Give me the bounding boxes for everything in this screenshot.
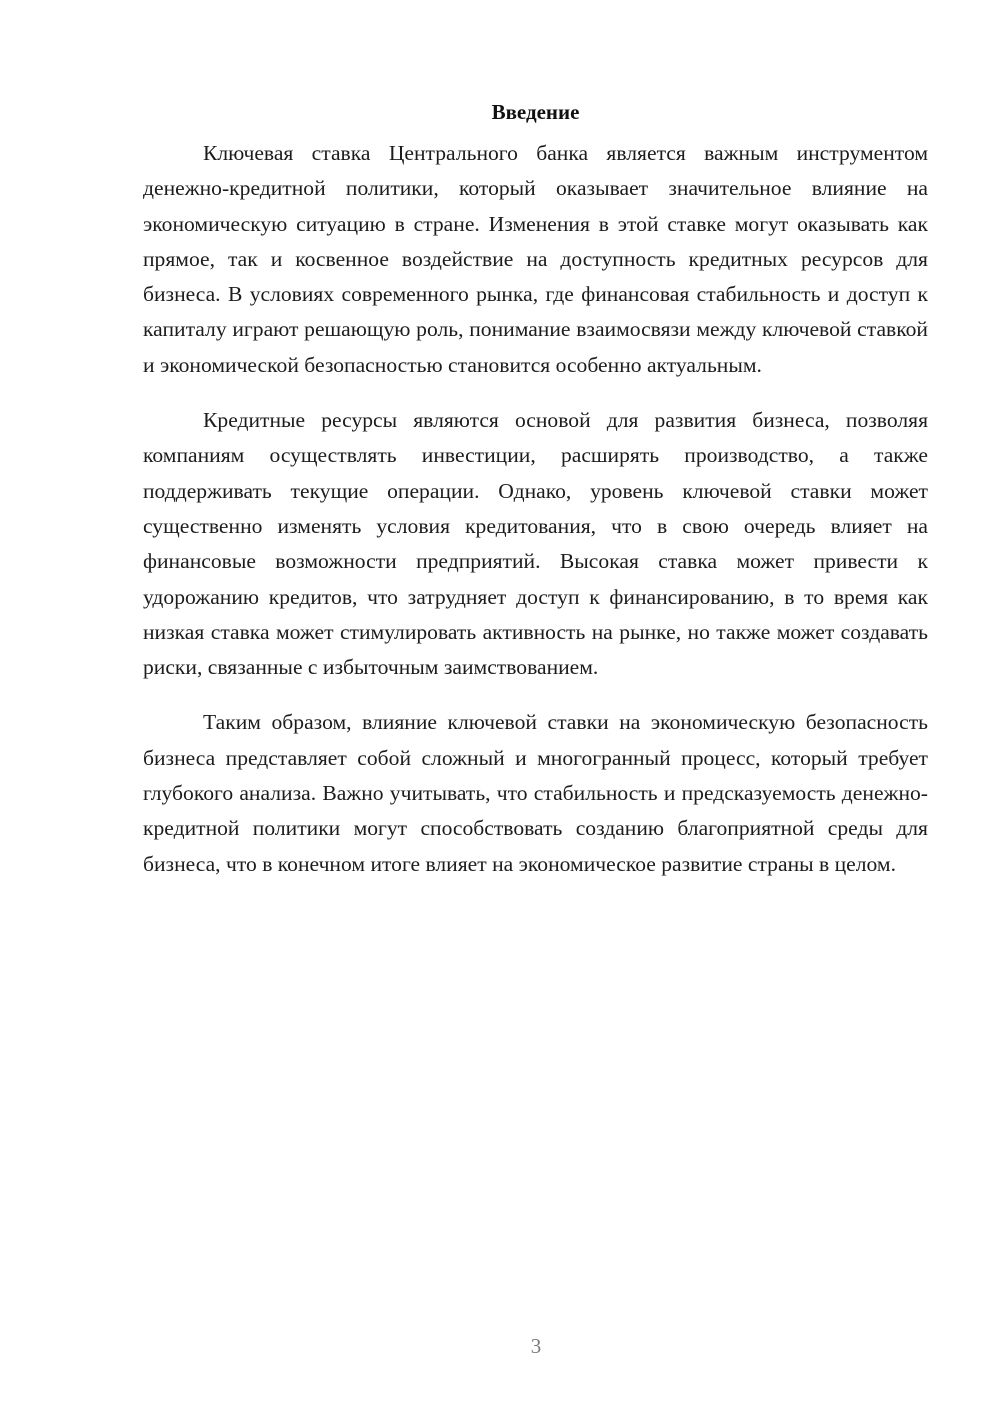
paragraph-2: Кредитные ресурсы являются основой для развития бизнеса, позволяя компаниям осуществлять инвестиции, расширять производство, а также поддерживать текущие операции. Однако, уровень ключевой ставки может существенно изменять условия кредитования, что в свою очередь влияет на финансовые возможности предприятий. Высокая ставка может привести к удорожанию кредитов, что затрудняет доступ к финансированию, в то время как низкая ставка может стимулировать активность на рынке, но также может создавать риски, связанные с избыточным заимствованием. [143,408,928,680]
page-content [143,96,928,902]
page-number: 3 [530,1334,542,1358]
section-heading: Введение [491,100,580,124]
paragraph-1: Ключевая ставка Центрального банка является важным инструментом денежно-кредитной политики, который оказывает значительное влияние на экономическую ситуацию в стране. Изменения в этой ставке могут оказывать как прямое, так и косвенное воздействие на доступность кредитных ресурсов для бизнеса. В условиях современного рынка, где финансовая стабильность и доступ к капиталу играют решающую роль, понимание взаимосвязи между ключевой ставкой и экономической безопасностью становится особенно актуальным. [143,141,928,377]
paragraph-3: Таким образом, влияние ключевой ставки на экономическую безопасность бизнеса представляет собой сложный и многогранный процесс, который требует глубокого анализа. Важно учитывать, что стабильность и предсказуемость денежно-кредитной политики могут способствовать созданию благоприятной среды для бизнеса, что в конечном итоге влияет на экономическое развитие страны в целом. [143,710,928,876]
